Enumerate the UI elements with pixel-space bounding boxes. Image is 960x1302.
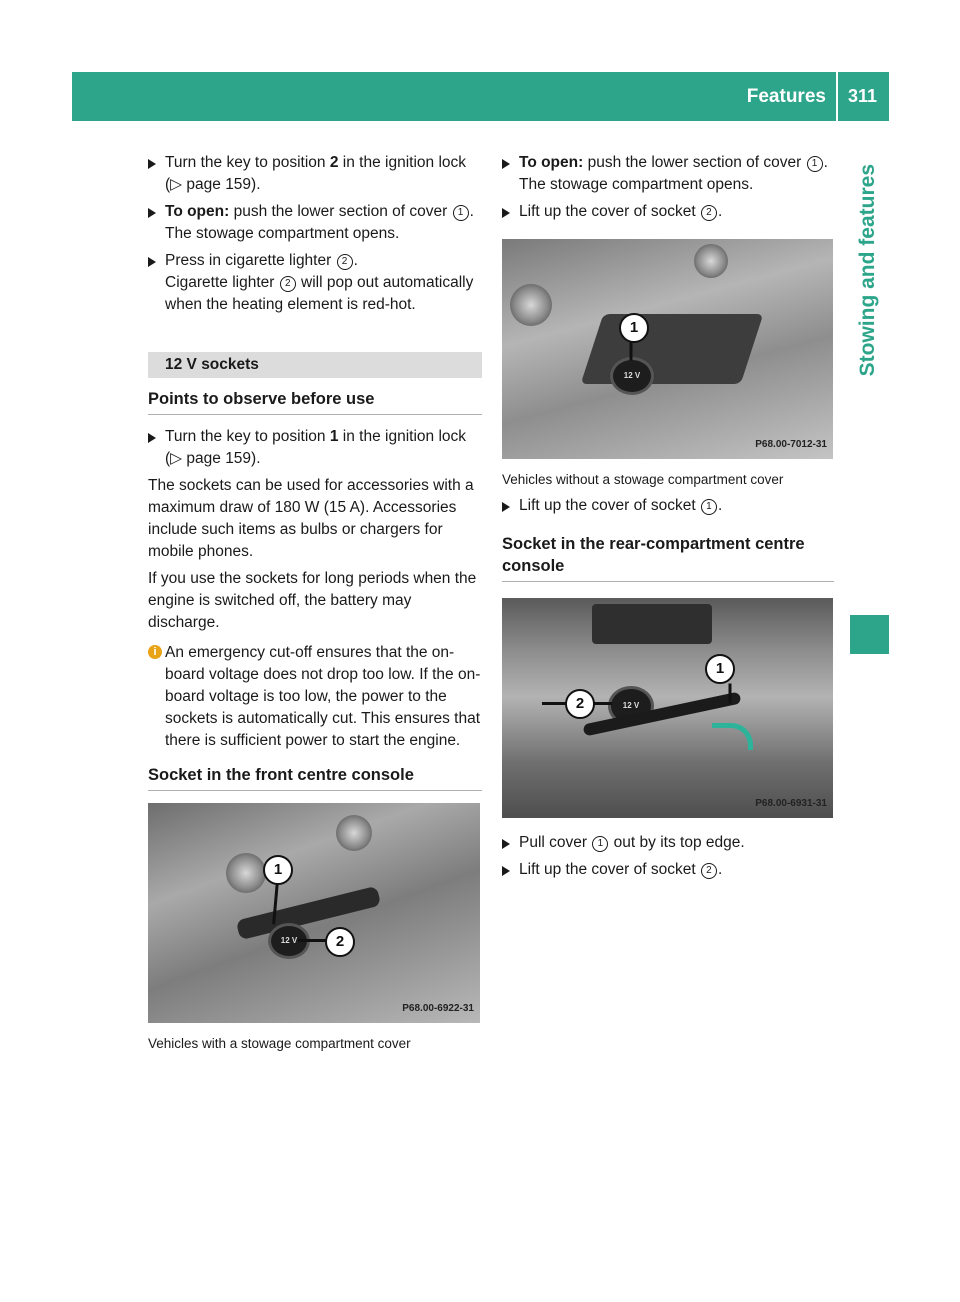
info-text: An emergency cut-off ensures that the on-board voltage does not drop too low. If the on-board voltage is too low, the power to the sockets is automatically cut. This ensures that there is sufficient power to start the engine. bbox=[165, 644, 481, 749]
control-knob bbox=[226, 853, 266, 893]
step-arrow-icon bbox=[502, 159, 510, 169]
step-bold-label: To open: bbox=[165, 203, 230, 220]
callout-1: 1 bbox=[263, 855, 293, 885]
step-turn-key-1 bbox=[148, 426, 482, 470]
step-arrow-icon bbox=[502, 839, 510, 849]
page-ref-icon: ▷ bbox=[170, 450, 183, 467]
info-note bbox=[148, 642, 482, 752]
step-text: Press in cigarette lighter bbox=[165, 252, 336, 269]
step-result: The stowage compartment opens. bbox=[519, 176, 754, 193]
page-header bbox=[72, 72, 889, 121]
page-number: 311 bbox=[847, 86, 877, 106]
page-ref-link[interactable]: page 159). bbox=[182, 450, 261, 467]
ref-number-icon: 1 bbox=[807, 156, 823, 172]
ref-number-icon: 2 bbox=[337, 254, 353, 270]
step-open-right bbox=[502, 152, 834, 196]
chapter-marker bbox=[850, 615, 889, 654]
step-text: Pull cover bbox=[519, 834, 592, 851]
socket-12v: 12 V bbox=[610, 357, 654, 395]
step-text: . bbox=[353, 252, 358, 269]
step-text: Turn the key to position bbox=[165, 428, 330, 445]
control-knob bbox=[336, 815, 372, 851]
step-text: Turn the key to position bbox=[165, 154, 330, 171]
photo-code: P68.00-6931-31 bbox=[755, 798, 827, 809]
page-ref-icon: ▷ bbox=[170, 176, 183, 193]
chapter-tab-label: Stowing and features bbox=[856, 164, 879, 377]
step-arrow-icon bbox=[148, 208, 156, 218]
caption-front: Vehicles with a stowage compartment cover bbox=[148, 1036, 411, 1051]
step-lift-socket-1 bbox=[502, 495, 834, 517]
ref-number-icon: 1 bbox=[701, 499, 717, 515]
step-result: The stowage compartment opens. bbox=[165, 225, 400, 242]
ref-number-icon: 2 bbox=[701, 863, 717, 879]
step-arrow-icon bbox=[502, 208, 510, 218]
subheading-points: Points to observe before use bbox=[148, 388, 482, 415]
step-arrow-icon bbox=[502, 502, 510, 512]
step-text: out by its top edge. bbox=[609, 834, 745, 851]
socket-12v: 12 V bbox=[608, 686, 654, 726]
callout-2: 2 bbox=[325, 927, 355, 957]
step-text: . bbox=[469, 203, 474, 220]
ref-number-icon: 2 bbox=[701, 205, 717, 221]
step-text: . bbox=[717, 203, 723, 220]
step-text: . bbox=[717, 861, 723, 878]
left-column bbox=[148, 152, 482, 1053]
right-column bbox=[502, 152, 834, 886]
step-result: will pop out automatically when the heating element is red-hot. bbox=[165, 274, 474, 313]
control-knob bbox=[510, 284, 552, 326]
pull-arrow-icon bbox=[712, 723, 753, 750]
step-open bbox=[148, 201, 482, 245]
top-console-photo bbox=[502, 239, 833, 459]
callout-2: 2 bbox=[565, 689, 595, 719]
step-text: push the lower section of cover bbox=[229, 203, 452, 220]
position-number: 1 bbox=[329, 428, 339, 445]
ref-number-icon: 2 bbox=[280, 276, 296, 292]
ref-number-icon: 1 bbox=[592, 836, 608, 852]
step-arrow-icon bbox=[148, 159, 156, 169]
front-console-photo bbox=[148, 803, 480, 1023]
position-number: 2 bbox=[329, 154, 339, 171]
step-text: Lift up the cover of socket bbox=[519, 497, 700, 514]
caption-top: Vehicles without a stowage compartment cover bbox=[502, 472, 784, 487]
step-press-lighter bbox=[148, 250, 482, 316]
section-heading: 12 V sockets bbox=[148, 352, 482, 378]
control-knob bbox=[694, 244, 728, 278]
callout-1: 1 bbox=[619, 313, 649, 343]
step-pull-cover bbox=[502, 832, 834, 854]
callout-line bbox=[630, 341, 633, 361]
paragraph-battery-warning: If you use the sockets for long periods when the engine is switched off, the battery may discharge. bbox=[148, 570, 477, 631]
step-text: in the ignition lock ( bbox=[165, 428, 467, 467]
step-lift-socket-2b bbox=[502, 859, 834, 881]
page-ref-link[interactable]: page 159). bbox=[182, 176, 261, 193]
paragraph-sockets-usage: The sockets can be used for accessories with a maximum draw of 180 W (15 A). Accessories include such items as bulbs or chargers for mobile phones. bbox=[148, 477, 474, 560]
subheading-front-console: Socket in the front centre console bbox=[148, 764, 482, 791]
step-result: Cigarette lighter bbox=[165, 274, 279, 291]
chapter-tab bbox=[848, 164, 888, 604]
step-text: Lift up the cover of socket bbox=[519, 203, 700, 220]
step-text: push the lower section of cover bbox=[583, 154, 806, 171]
rear-console-photo bbox=[502, 598, 833, 818]
callout-1: 1 bbox=[705, 654, 735, 684]
photo-code: P68.00-7012-31 bbox=[755, 439, 827, 450]
step-turn-key-2 bbox=[148, 152, 482, 196]
step-arrow-icon bbox=[148, 257, 156, 267]
callout-line bbox=[729, 684, 732, 704]
photo-code: P68.00-6922-31 bbox=[402, 1003, 474, 1014]
step-text: Lift up the cover of socket bbox=[519, 861, 700, 878]
stowage-compartment bbox=[581, 314, 764, 384]
step-text: in the ignition lock ( bbox=[165, 154, 467, 193]
section-title: Features bbox=[746, 85, 826, 107]
step-bold-label: To open: bbox=[519, 154, 584, 171]
info-icon: i bbox=[148, 645, 162, 659]
socket-12v: 12 V bbox=[268, 923, 310, 959]
step-arrow-icon bbox=[502, 866, 510, 876]
ref-number-icon: 1 bbox=[453, 205, 469, 221]
step-text: . bbox=[717, 497, 723, 514]
step-arrow-icon bbox=[148, 433, 156, 443]
step-text: . bbox=[823, 154, 828, 171]
subheading-rear-console: Socket in the rear-compartment centre console bbox=[502, 533, 834, 582]
rear-vent bbox=[592, 604, 712, 644]
step-lift-socket-2 bbox=[502, 201, 834, 223]
cover-edge bbox=[236, 886, 382, 940]
